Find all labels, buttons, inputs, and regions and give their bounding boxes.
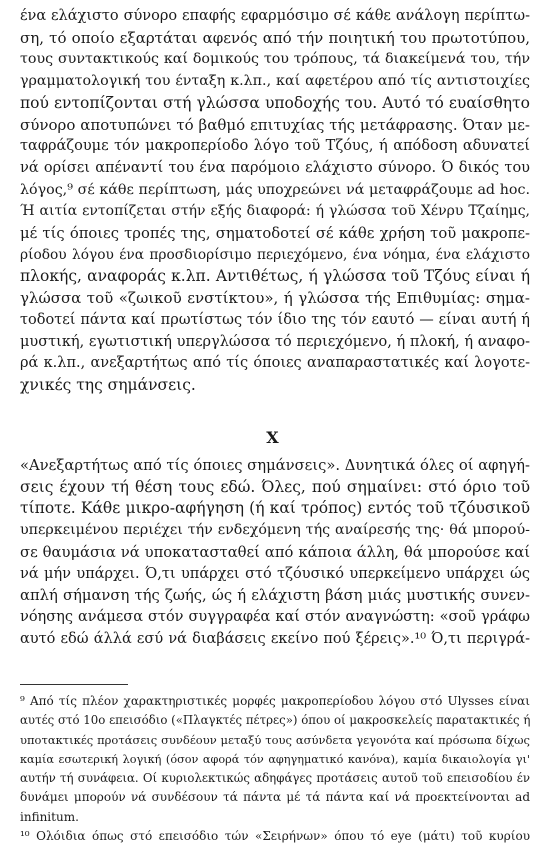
text-line: σεις έχουν τή θέση τους εδώ. Όλες, πού σημαίνει: στό όριο τοῦ: [20, 477, 530, 496]
footnote-line: καμία εσωτερική λογική (όσον αφορά τόν αφηγηματικό κανόνα), καμία δικαιολογία γι': [20, 752, 530, 766]
footnote-line: ⁹ Από τίς πλέον χαρακτηριστικές μορφές μακροπερίοδου λόγου στό Ulysses είναι: [20, 694, 530, 708]
text-line: σύνορο αποτυπώνει τό βαθμό επιτυχίας τής μετάφρασης. Όταν με-: [20, 115, 530, 134]
text-line: μέ τίς όποιες τροπές της, σηματοδοτεί σέ κάθε χρήση τοῦ μακροπε-: [20, 225, 530, 243]
text-line: Ή αιτία εντοπίζεται στήν εξής διαφορά: ή γλώσσα τοῦ Χένρυ Τζαίημς,: [20, 203, 530, 220]
text-line: τους συντακτικούς καί δομικούς του τρόπους, τά διακείμενά του, τήν: [20, 51, 530, 68]
text-line: ταφράζουμε τόν μακροπερίοδο λόγο τοῦ Τζόυς, ή απόδοση αδυνατεί: [20, 138, 530, 155]
body-paragraph-2: [20, 455, 530, 650]
text-line: νόησης ανάμεσα στόν συγγραφέα καί στόν αναγνώστη: «σοῦ γράφω: [20, 608, 530, 625]
text-line: ρά κ.λπ., ανεξαρτήτως από τίς όποιες αναπαραστατικές καί λογοτε-: [20, 355, 530, 372]
text-line: μυστική, εγωτιστική υπεργλώσσα τό περιεχόμενο, ή πλοκή, ή αναφο-: [20, 333, 530, 350]
body-paragraph-1: [20, 6, 530, 397]
text-line: ση, τό οποίο εξαρτάται αφενός από τήν ποιητική του πρωτοτύπου,: [20, 28, 530, 47]
section-heading: Χ: [266, 428, 280, 447]
footnote-line: δυνάμει μπορούν νά συνδέσουν τά πάντα μέ τά πάντα καί νά προεκτείνονται ad: [20, 790, 530, 805]
text-line: γλώσσα τοῦ «ζωικοῦ ενστίκτου», ή γλώσσα τής Επιθυμίας: σημα-: [20, 289, 530, 308]
text-line: τοδοτεί πάντα καί πρωτίστως τόν ίδιο της τόν εαυτό — είναι αυτή ή: [20, 311, 530, 328]
footnote-line: infinitum.: [20, 809, 79, 824]
text-line: τίποτε. Κάθε μικρο-αφήγηση (ή καί τρόπος) εντός τοῦ τζόυσικοῦ: [20, 499, 530, 518]
text-line: πλοκής, αναφοράς κ.λπ. Αντιθέτως, ή γλώσσα τοῦ Τζόυς είναι ή: [20, 267, 530, 286]
text-line: ένα ελάχιστο σύνορο επαφής εφαρμόσιμο σέ κάθε ανάλογη περίπτω-: [20, 8, 530, 24]
text-line: σε θαυμάσια νά υποκατασταθεί από κάποια άλλη, θά μπορούσε καί: [20, 543, 530, 561]
text-line: νά μήν υπάρχει. Ό,τι υπάρχει στό τζόυσικό υπερκείμενο υπάρχει ώς: [20, 565, 530, 582]
footnote-line: αυτήν τή συνάφεια. Οί κυριολεκτικώς αδηφάγες προτάσεις αυτοῦ τοῦ επεισοδίου έν: [20, 771, 530, 786]
text-line: νά ορίσει απέναντί του ένα παρόμοιο ελάχιστο σύνορο. Ό δικός του: [20, 159, 530, 176]
text-line: πού εντοπίζονται στή γλώσσα υποδοχής του. Αυτό τό ευαίσθητο: [20, 93, 530, 112]
footnotes: [20, 692, 530, 846]
text-line: αυτό εδώ άλλά εσύ νά διαβάσεις εκείνο πού ξέρεις».¹⁰ Ό,τι περιγρά-: [20, 630, 530, 647]
footnote-line: ¹⁰ Ολόιδια όπως στό επεισόδιο τών «Σειρήνων» όπου τό eye (μάτι) τοῦ κυρίου: [20, 829, 530, 844]
footnote-divider: [20, 684, 128, 685]
text-line: «Ανεξαρτήτως από τίς όποιες σημάνσεις». Δυνητικά όλες οί αφηγή-: [20, 457, 530, 474]
text-line: γραμματολογική του ένταξη κ.λπ., καί αφετέρου από τίς αντιστοιχίες: [20, 73, 530, 90]
text-line: λόγος,⁹ σέ κάθε περίπτωση, μάς υποχρεώνει νά μεταφράζουμε ad hoc.: [20, 181, 530, 198]
text-line: ρίοδου λόγου ένα προσδιορίσιμο περιεχόμενο, ένα νόημα, ένα ελάχιστο: [20, 246, 530, 263]
text-line: απλή σήμανση τής ζωής, ώς ή ελάχιστη βάση μιάς μυστικής συνεν-: [20, 587, 530, 605]
footnote-line: υποτακτικές προτάσεις συνδέουν μεταξύ τους ασύνδετα γεγονότα καί πρόσωπα δίχως: [20, 732, 530, 747]
footnote-line: αυτές στό 10ο επεισόδιο («Πλαγκτές πέτρες») όπου οί μακροσκελείς παρατακτικές ή: [20, 713, 531, 728]
text-line: υπερκειμένου περιέχει τήν ενδεχόμενη τής αναίρεσής της· θά μπορού-: [20, 522, 530, 539]
text-line: χνικές της σημάνσεις.: [20, 375, 196, 394]
